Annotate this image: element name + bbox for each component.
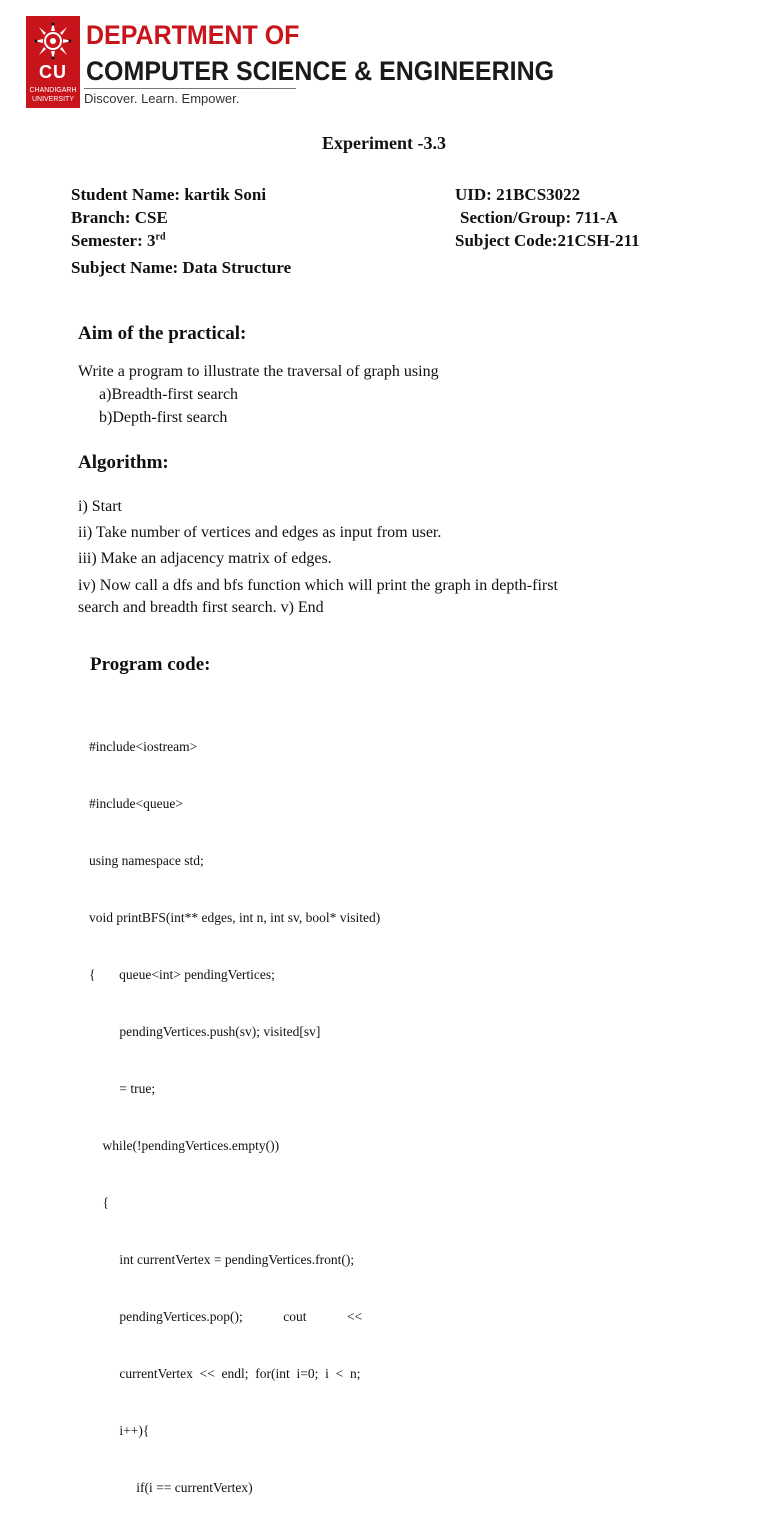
algorithm-step: search and breadth first search. v) End — [78, 599, 324, 616]
code-line: { — [89, 1195, 109, 1210]
experiment-title: Experiment -3.3 — [322, 133, 446, 153]
subject-name: Subject Name: Data Structure — [71, 258, 292, 277]
code-line: pendingVertices.push(sv); visited[sv] — [89, 1024, 321, 1039]
algorithm-step: i) Start — [78, 498, 122, 515]
student-section: Section/Group: 711-A — [460, 208, 618, 227]
aim-heading: Aim of the practical: — [78, 323, 247, 344]
student-uid: UID: 21BCS3022 — [455, 185, 581, 204]
department-title-line2: COMPUTER SCIENCE & ENGINEERING — [86, 56, 555, 87]
code-line: = true; — [89, 1081, 156, 1096]
code-line: #include<iostream> — [89, 739, 198, 754]
code-line: if(i == currentVertex) — [89, 1480, 253, 1495]
algorithm-step: ii) Take number of vertices and edges as input from user. — [78, 524, 442, 541]
logo-text: CU — [39, 62, 67, 82]
tagline: Discover. Learn. Empower. — [84, 91, 240, 106]
code-line: i++){ — [89, 1423, 150, 1438]
code-line: currentVertex << endl; for(int i=0; i < n; — [89, 1366, 361, 1381]
aim-text: Write a program to illustrate the traversal of graph using — [78, 363, 439, 380]
code-line: #include<queue> — [89, 796, 183, 811]
student-semester: Semester: 3rd — [71, 231, 166, 250]
subject-code: Subject Code:21CSH-211 — [455, 231, 640, 250]
algorithm-step: iii) Make an adjacency matrix of edges. — [78, 550, 332, 567]
program-code-heading: Program code: — [90, 654, 211, 675]
student-name: Student Name: kartik Soni — [71, 185, 267, 204]
department-title-line1: DEPARTMENT OF — [86, 20, 300, 51]
student-branch: Branch: CSE — [71, 208, 168, 227]
code-line: pendingVertices.pop(); cout << — [89, 1309, 363, 1324]
aim-item: a)Breadth-first search — [99, 386, 239, 403]
logo-university-name: CHANDIGARH UNIVERSITY — [29, 87, 77, 103]
header-divider — [84, 88, 296, 89]
code-line: void printBFS(int** edges, int n, int sv, bool* visited) — [89, 910, 381, 925]
sun-emblem-icon — [31, 20, 75, 62]
algorithm-heading: Algorithm: — [78, 452, 169, 473]
code-line: using namespace std; — [89, 853, 204, 868]
algorithm-step: iv) Now call a dfs and bfs function which will print the graph in depth-first — [78, 577, 558, 594]
code-block — [89, 699, 380, 1516]
aim-item: b)Depth-first search — [99, 409, 228, 426]
code-line: while(!pendingVertices.empty()) — [89, 1138, 280, 1153]
code-line: int currentVertex = pendingVertices.front(); — [89, 1252, 355, 1267]
university-logo — [26, 16, 80, 108]
code-line: { queue<int> pendingVertices; — [89, 967, 275, 982]
